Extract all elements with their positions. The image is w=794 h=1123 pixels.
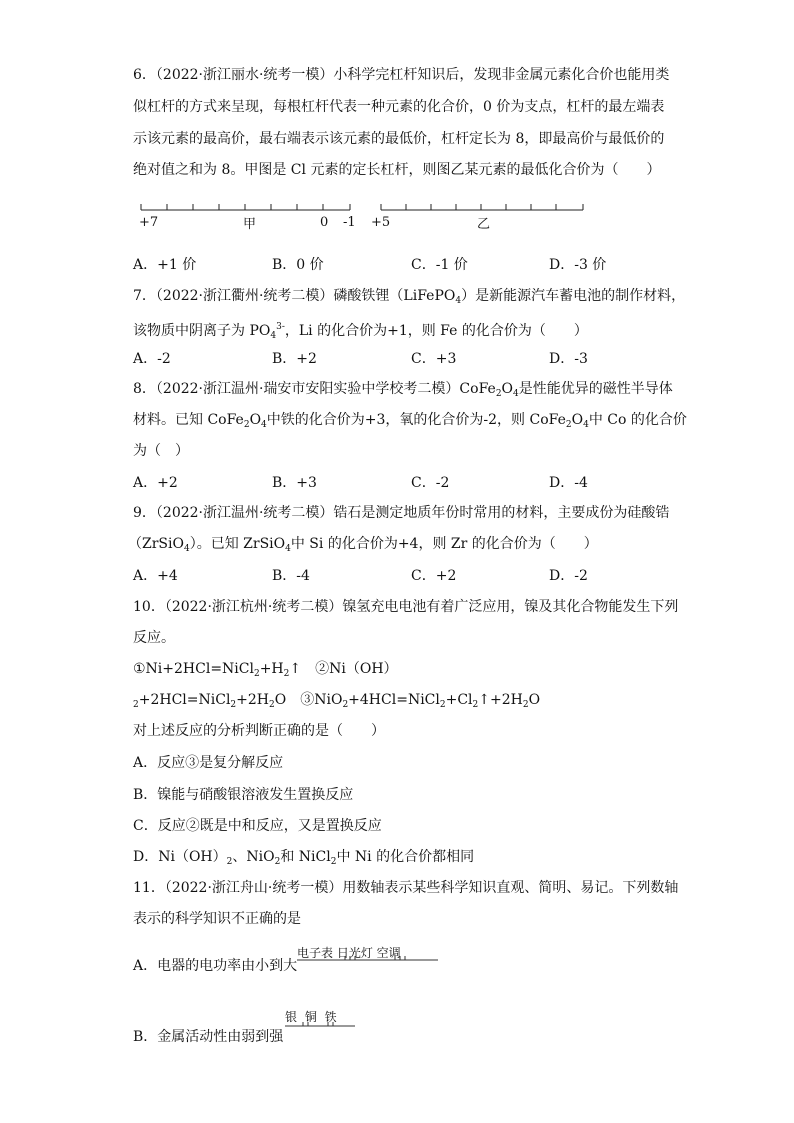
q11-line1: 11．（2022·浙江舟山·统考一模）用数轴表示某些科学知识直观、简明、易记。下列数轴 <box>133 880 679 896</box>
lever-jia-zero: 0 <box>320 215 329 230</box>
q7-option-d: D．-3 <box>549 351 588 367</box>
q11-option-a: A．电器的电功率由小到大 <box>133 958 298 974</box>
q10-option-d: D．$Ni(OH)_2$、NiO$_2$和 NiCl$_2$中 Ni 的化合价都相同 <box>133 849 475 867</box>
q8-line2: 材料。已知 $CoFe_2O_4$中铁的化合价为+3，氧的化合价为-2，则 $CoFe_2O_4$中 Co 的化合价 <box>133 412 687 430</box>
q10-option-a: A．反应③是复分解反应 <box>133 755 284 771</box>
q10-question: 对上述反应的分析判断正确的是（ ） <box>133 723 385 739</box>
lever-jia <box>141 204 350 210</box>
q10-reaction-line2: $_2+2HCl=NiCl_2+2H_2O$ $③NiO_2+4HCl=NiCl_2+Cl_2↑+2H_2O$ <box>133 692 541 710</box>
q7-line2: 该物质中阴离子为 $PO_4^{3-}$，Li 的化合价为+1，则 Fe 的化合价为（ ） <box>133 322 588 341</box>
q10-reaction-line1: $①Ni+2HCl=NiCl_2+H_2↑$ ②Ni（OH） <box>133 661 398 679</box>
q11-line2: 表示的科学知识不正确的是 <box>133 911 301 927</box>
lever-jia-right: -1 <box>343 215 356 230</box>
q11-option-b-axis: 银 铜 铁 <box>285 1010 339 1024</box>
lever-yi-left: +5 <box>371 215 391 230</box>
q10-option-b: B．镍能与硝酸银溶液发生置换反应 <box>133 787 354 803</box>
q8-line1: 8．（2022·浙江温州·瑞安市安阳实验中学校考二模）$CoFe_2O_4$是性能优异的磁性半导体 <box>133 381 673 399</box>
q10-line2: 反应。 <box>133 630 175 646</box>
q11-axis-a-line <box>0 940 794 970</box>
q6-line4: 绝对值之和为 8。甲图是 Cl 元素的定长杠杆，则图乙某元素的最低化合价为（ ） <box>133 162 661 178</box>
q6-line3: 示该元素的最高价，最右端表示该元素的最低价，杠杆定长为 8，即最高价与最低价的 <box>133 131 665 147</box>
q9-option-d: D．-2 <box>549 568 588 584</box>
q9-line1: 9．（2022·浙江温州·统考二模）锆石是测定地质年份时常用的材料，主要成份为硅酸锆 <box>133 505 670 521</box>
q6-option-d: D．-3 价 <box>549 257 607 273</box>
q9-option-b: B．-4 <box>272 568 310 584</box>
q7-line1: 7．（2022·浙江衢州·统考二模）磷酸铁锂（LiFePO$_4$）是新能源汽车蓄电池的制作材料， <box>133 288 686 306</box>
q6-option-a: A．+1 价 <box>133 257 197 273</box>
q9-line2: （ZrSiO$_4$）。已知 ZrSiO$_4$中 Si 的化合价为+4，则 Zr 的化合价为（ ） <box>128 536 598 554</box>
q6-option-b: B．0 价 <box>272 257 324 273</box>
q7-option-b: B．+2 <box>272 351 317 367</box>
q6-line1: 6．（2022·浙江丽水·统考一模）小科学完杠杆知识后，发现非金属元素化合价也能用类 <box>133 67 670 83</box>
q8-option-b: B．+3 <box>272 475 317 491</box>
lever-diagram <box>0 0 794 240</box>
q11-option-a-axis: 电子表 日光灯 空调 <box>297 946 401 960</box>
q9-option-a: A．+4 <box>133 568 178 584</box>
lever-yi-name: 乙 <box>477 217 491 232</box>
lever-yi <box>381 204 583 210</box>
q8-option-a: A．+2 <box>133 475 178 491</box>
q10-line1: 10．（2022·浙江杭州·统考二模）镍氢充电电池有着广泛应用，镍及其化合物能发生下列 <box>133 599 679 615</box>
q10-option-c: C．反应②既是中和反应，又是置换反应 <box>133 818 382 834</box>
lever-jia-left: +7 <box>139 215 159 230</box>
q6-line2: 似杠杆的方式来呈现，每根杠杆代表一种元素的化合价，0 价为支点，杠杆的最左端表 <box>133 99 665 115</box>
q8-line3: 为（ ） <box>133 443 189 459</box>
q8-option-d: D．-4 <box>549 475 588 491</box>
q11-axis-b-line <box>0 1006 794 1036</box>
q6-option-c: C．-1 价 <box>411 257 468 273</box>
q7-option-a: A．-2 <box>133 351 171 367</box>
q11-option-b: B．金属活动性由弱到强 <box>133 1029 284 1045</box>
q8-option-c: C．-2 <box>411 475 450 491</box>
q7-option-c: C．+3 <box>411 351 457 367</box>
q9-option-c: C．+2 <box>411 568 457 584</box>
lever-jia-name: 甲 <box>243 217 257 232</box>
